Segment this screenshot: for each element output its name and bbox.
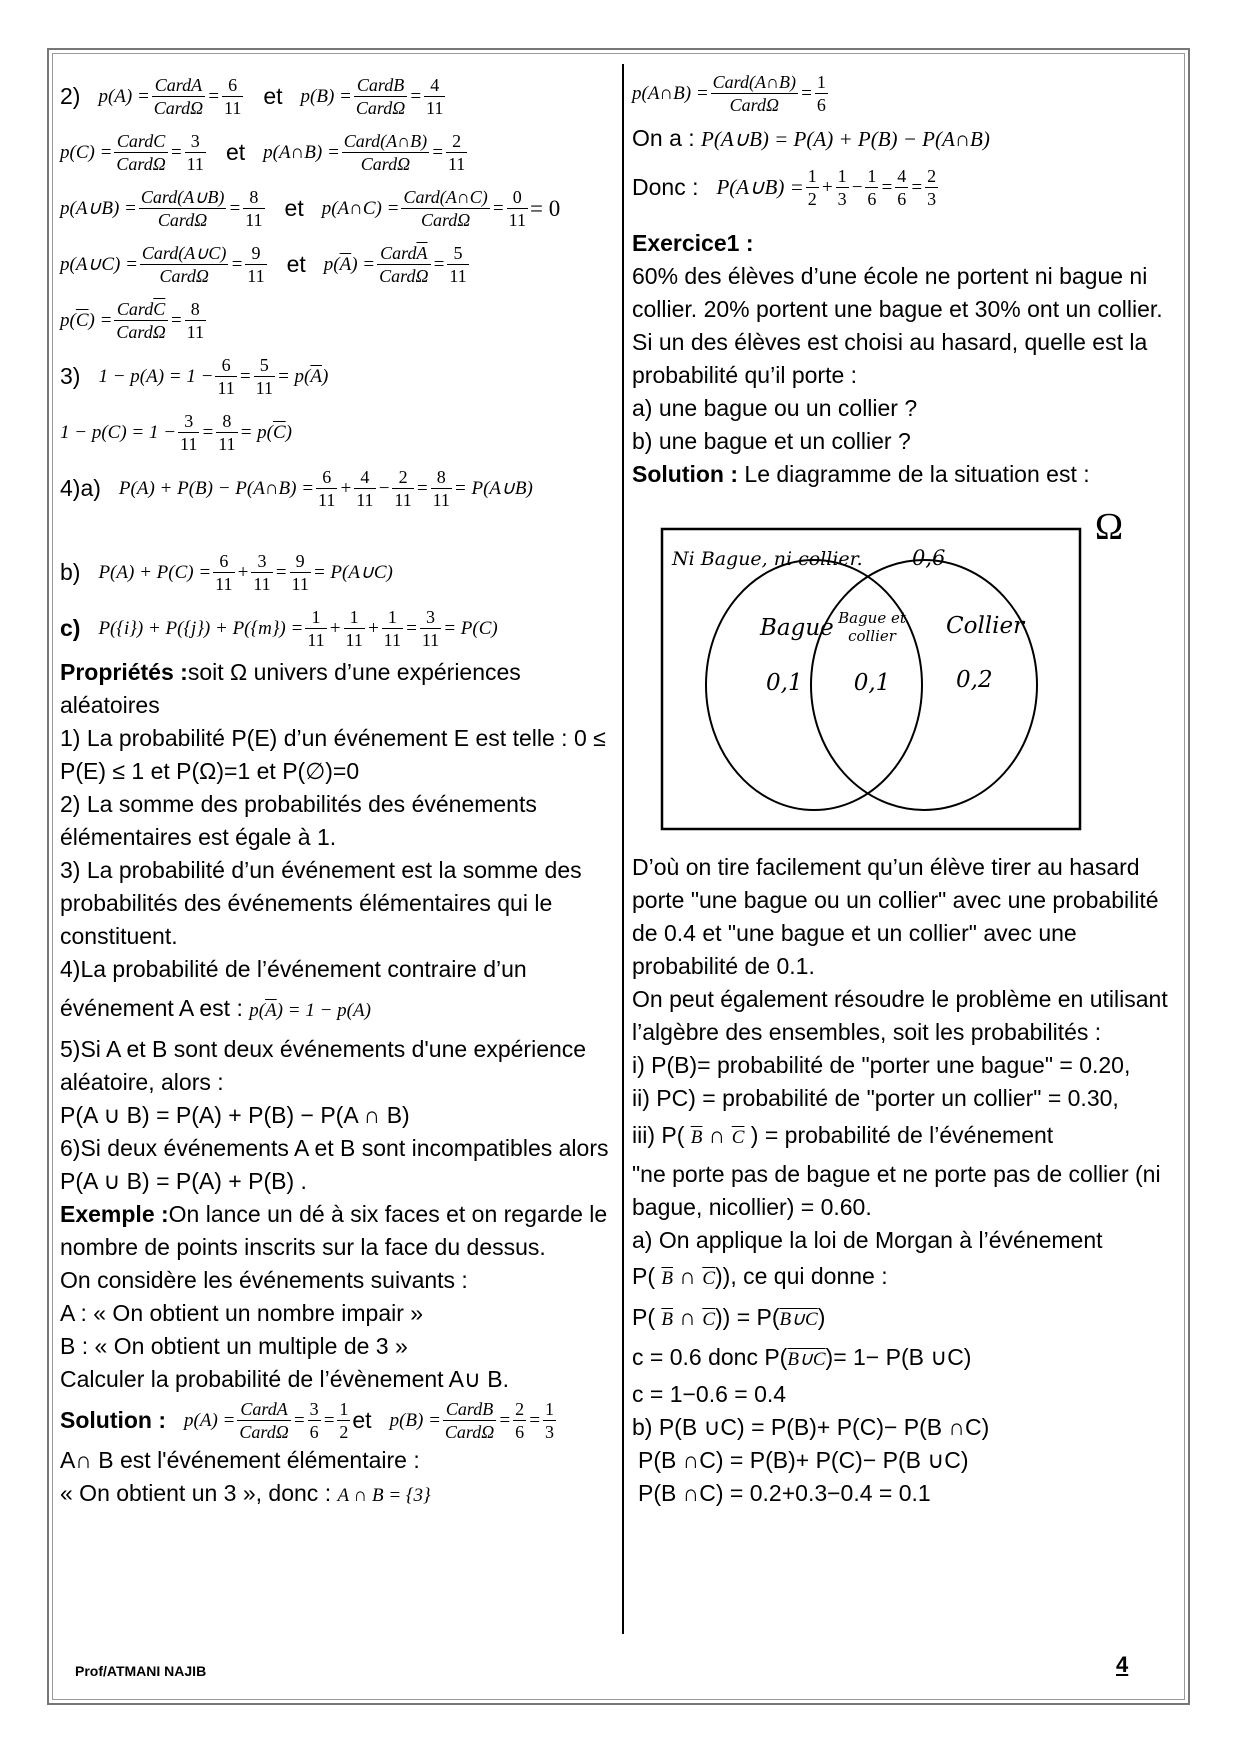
exercise-solution-intro: Solution : Le diagramme de la situation est : [632, 461, 1090, 487]
frac-cardAinterB: $\frac{\text{Card(A∩B)}}{\text{CardΩ}}$ [343, 130, 428, 174]
eq-sign: = [800, 82, 813, 104]
frac-2-3: $\frac{2}{3}$ [927, 165, 937, 209]
exercise-question-a: a) une bague ou un collier ? [632, 395, 918, 421]
frac-4-6: $\frac{4}{6}$ [897, 165, 907, 209]
eq-sign: = [274, 561, 288, 583]
frac-9-11: $\frac{9}{11}$ [291, 550, 309, 594]
pAbar-label: $p(\overline{A})$ = [323, 253, 376, 275]
eq-row-pAunionB-pAinterC [60, 180, 615, 236]
collier-label: Collier [946, 613, 1025, 639]
item-iii-continued: "ne porte pas de bague et ne porte pas de collier (ni bague, nicollier) = 0.60. [632, 1161, 1161, 1220]
frac-1-6: $\frac{1}{6}$ [816, 71, 826, 115]
eq-sign: = [415, 477, 429, 499]
ni-value: 0,6 [912, 546, 946, 570]
rb-pre: P(A) + P(C) = [98, 561, 212, 583]
eq-row-pCbar [60, 292, 615, 348]
eq-sign: = [169, 141, 183, 163]
frac-1-11: $\frac{1}{11}$ [307, 606, 325, 650]
pA-label: p(A) = [184, 1409, 236, 1431]
exercise-text: 60% des élèves d’une école ne portent ni bague ni collier. 20% portent une bague et 30% ont un collier. [632, 263, 1163, 322]
conclusion: D’où on tire facilement qu’un élève tirer au hasard porte "une bague ou un collier" avec une probabilité de 0.4 et "une bague et un collier" avec une probabilité de 0.1. [632, 854, 1159, 979]
frac-8-11: $\frac{8}{11}$ [245, 186, 263, 230]
pAunionC-label: p(A∪C) = [60, 253, 138, 275]
frac-8-11: $\frac{8}{11}$ [218, 410, 236, 454]
exercise-title: Exercice1 : [632, 230, 754, 256]
frac-5-11: $\frac{5}{11}$ [255, 354, 273, 398]
donc-pre: P(A∪B) = [716, 174, 804, 199]
eq-row-c [60, 600, 615, 656]
properties-intro: Propriétés :soit Ω univers d’une expériences aléatoires [60, 659, 521, 718]
rc-post: = P(C) [443, 617, 498, 639]
both-label-1: Bague et [838, 609, 906, 627]
right-top-formula [632, 68, 1180, 118]
property-1: 1) La probabilité P(E) d’un événement E est telle : 0 ≤ P(E) ≤ 1 et P(Ω)=1 et P(∅)=0 [60, 725, 606, 784]
morgan-line: a) On applique la loi de Morgan à l’événement [632, 1227, 1103, 1253]
footer-author: Prof/ATMANI NAJIB [75, 1663, 207, 1679]
eq-row-4a [60, 460, 615, 516]
right-column [632, 68, 1180, 1510]
label-c: c) [60, 614, 81, 641]
b-line-2: P(B ∩C) = P(B)+ P(C)− P(B ∪C) [638, 1447, 969, 1473]
frac-cardAunionB: $\frac{\text{Card(A∪B)}}{\text{CardΩ}}$ [140, 186, 225, 230]
both-label-2: collier [848, 627, 896, 645]
frac-cardA: $\frac{\text{CardA}}{\text{CardΩ}}$ [153, 74, 204, 118]
frac-6-11: $\frac{6}{11}$ [318, 466, 336, 510]
label-2: 2) [60, 82, 81, 109]
pAinterC-label: p(A∩C) = [321, 197, 400, 219]
frac-4-11: $\frac{4}{11}$ [356, 466, 374, 510]
label-b: b) [60, 558, 81, 585]
et-word: et [225, 138, 246, 165]
eq-sign: = [405, 617, 418, 639]
frac-5-11: $\frac{5}{11}$ [449, 242, 467, 286]
pA-label: p(A) = [98, 85, 150, 107]
et-word: et [352, 1406, 372, 1433]
frac-0-11: $\frac{0}{11}$ [508, 186, 526, 230]
frac-cardAunionC: $\frac{\text{Card(A∪C)}}{\text{CardΩ}}$ [141, 242, 227, 286]
union-formula-post: = P(A∪B) [453, 477, 533, 499]
frac-1-2: $\frac{1}{2}$ [339, 1398, 349, 1442]
eq-sign: = [292, 1409, 306, 1431]
plus-sign: + [366, 617, 380, 639]
item-i: i) P(B)= probabilité de "porter une bague" = 0.20, [632, 1052, 1131, 1078]
property-4-formula: événement A est : $p(\overline{A}) = 1 - p(A)$ [60, 995, 371, 1021]
label-3: 3) [60, 362, 81, 389]
pB-label: p(B) = [300, 85, 352, 107]
left-column [60, 68, 615, 1512]
frac-2-11: $\frac{2}{11}$ [394, 466, 412, 510]
eq-row-pC-pAinterB [60, 124, 615, 180]
intersection-line: A∩ B est l'événement élémentaire : [60, 1447, 420, 1473]
plus-sign: + [236, 561, 250, 583]
frac-1-3: $\frac{1}{3}$ [544, 1398, 554, 1442]
pAunionB-label: p(A∪B) = [60, 197, 137, 219]
pB-label: p(B) = [389, 1409, 441, 1431]
minus-sign: − [377, 477, 391, 499]
complement-A-post: = $p(\overline{A})$ [276, 365, 329, 387]
morgan-event: P( $\overline{B}$ ∩ $\overline{C}$)), ce qui donne : [632, 1263, 888, 1289]
solution-title: Solution : [60, 1406, 167, 1433]
c-line-2: c = 1−0.6 = 0.4 [632, 1381, 787, 1407]
pAinterB-label: p(A∩B) = [263, 141, 340, 163]
complement-C-pre: 1 − p(C) = 1 − [60, 421, 177, 443]
frac-cardAbar: $\frac{Card\overline{A}}{\text{CardΩ}}$ [379, 242, 429, 286]
et-word: et [284, 194, 304, 221]
plus-sign: + [339, 477, 353, 499]
frac-cardB: $\frac{\text{CardB}}{\text{CardΩ}}$ [355, 74, 406, 118]
eq-zero: = 0 [529, 195, 561, 221]
item-iii: iii) P( $\overline{B}$ ∩ $\overline{C}$ ) = probabilité de l’événement [632, 1122, 1054, 1148]
b-line-3: P(B ∩C) = 0.2+0.3−0.4 = 0.1 [638, 1480, 931, 1506]
frac-1-11: $\frac{1}{11}$ [383, 606, 402, 650]
property-5-formula: P(A ∪ B) = P(A) + P(B) − P(A ∩ B) [60, 1102, 410, 1128]
eq-row-3a [60, 348, 615, 404]
eq-sign: = [491, 197, 505, 219]
frac-8-11: $\frac{8}{11}$ [186, 298, 204, 342]
label-4a: 4)a) [60, 474, 101, 501]
union-formula-pre: P(A) + P(B) − P(A∩B) = [118, 477, 315, 499]
complement-C-post: = $p(\overline{C})$ [239, 421, 292, 443]
eq-sign: = [880, 176, 894, 198]
frac-cardCbar: $\frac{Card\overline{C}}{\text{CardΩ}}$ [116, 298, 166, 342]
frac-3-11: $\frac{3}{11}$ [253, 550, 271, 594]
bague-label: Bague [760, 615, 834, 641]
eq-row-pA-pB [60, 68, 615, 124]
eq-sign: = [409, 85, 423, 107]
set-algebra-intro: On peut également résoudre le problème en utilisant l’algèbre des ensembles, soit les probabilités : [632, 986, 1168, 1045]
eq-sign: = [322, 1409, 336, 1431]
property-6: 6)Si deux événements A et B sont incompatibles alors P(A ∪ B) = P(A) + P(B) . [60, 1135, 609, 1194]
pAinterB-label: p(A∩B) = [632, 82, 709, 104]
donc-label: Donc : [632, 173, 699, 200]
example-question: Calculer la probabilité de l’évènement A∪ B. [60, 1366, 509, 1392]
morgan-result: P( $\overline{B}$ ∩ $\overline{C}$)) = P(B∪C) [632, 1304, 826, 1330]
frac-6-11: $\frac{6}{11}$ [223, 74, 242, 118]
eq-sign: = [228, 197, 242, 219]
eq-sign: = [528, 1409, 541, 1431]
omega-label: Ω [1094, 506, 1124, 548]
bague-value: 0,1 [766, 670, 803, 696]
frac-cardA: $\frac{\text{CardA}}{\text{CardΩ}}$ [239, 1398, 289, 1442]
frac-1-3: $\frac{1}{3}$ [837, 165, 847, 209]
example-text: Exemple :On lance un dé à six faces et on regarde le nombre de points inscrits sur la face du dessus. [60, 1201, 608, 1260]
frac-cardAinterC: $\frac{\text{Card(A∩C)}}{\text{CardΩ}}$ [403, 186, 488, 230]
frac-1-2: $\frac{1}{2}$ [807, 165, 817, 209]
et-word: et [263, 82, 283, 109]
eq-row-3b [60, 404, 615, 460]
eq-sign: = [498, 1409, 512, 1431]
example-solution [60, 1396, 615, 1444]
venn-diagram [654, 505, 1154, 835]
eq-sign: = [431, 141, 444, 163]
frac-1-6: $\frac{1}{6}$ [867, 165, 877, 209]
both-value: 0,1 [853, 670, 891, 696]
eq-sign: = [910, 176, 924, 198]
intersection-question: « On obtient un 3 », donc : A ∩ B = {3} [60, 1480, 431, 1506]
exercise-question-b: b) une bague et un collier ? [632, 428, 911, 454]
page-number: 4 [1116, 1652, 1129, 1677]
event-B: B : « On obtient un multiple de 3 » [60, 1333, 408, 1359]
collier-circle [811, 560, 1037, 810]
exercise-question: Si un des élèves est choisi au hasard, quelle est la probabilité qu’il porte : [632, 329, 1148, 388]
pC-label: p(C) = [60, 141, 113, 163]
b-line-1: b) P(B ∪C) = P(B)+ P(C)− P(B ∩C) [632, 1414, 990, 1440]
rc-pre: P({i}) + P({j}) + P({m}) = [98, 617, 304, 639]
donc-line [632, 159, 1180, 215]
frac-9-11: $\frac{9}{11}$ [247, 242, 265, 286]
frac-2-11: $\frac{2}{11}$ [447, 130, 466, 174]
plus-sign: + [820, 176, 834, 198]
frac-3-6: $\frac{3}{6}$ [309, 1398, 319, 1442]
frac-2-6: $\frac{2}{6}$ [515, 1398, 525, 1442]
complement-A-pre: 1 − p(A) = 1 − [98, 365, 214, 387]
frac-cardB: $\frac{\text{CardB}}{\text{CardΩ}}$ [444, 1398, 495, 1442]
eq-row-b [60, 544, 615, 600]
frac-cardC: $\frac{\text{CardC}}{\text{CardΩ}}$ [116, 130, 166, 174]
frac-3-11: $\frac{3}{11}$ [421, 606, 440, 650]
event-A: A : « On obtient un nombre impair » [60, 1300, 424, 1326]
frac-8-11: $\frac{8}{11}$ [432, 466, 450, 510]
frac-6-11: $\frac{6}{11}$ [217, 354, 235, 398]
pCbar-label: $p(\overline{C})$ = [60, 309, 113, 331]
plus-sign: + [328, 617, 342, 639]
on-a-line: On a : P(A∪B) = P(A) + P(B) − P(A∩B) [632, 125, 990, 151]
minus-sign: − [850, 176, 864, 198]
property-2: 2) La somme des probabilités des événements élémentaires est égale à 1. [60, 791, 537, 850]
eq-sign: = [432, 253, 446, 275]
column-divider [622, 64, 624, 1634]
frac-6-11: $\frac{6}{11}$ [215, 550, 233, 594]
frac-4-11: $\frac{4}{11}$ [426, 74, 444, 118]
eq-sign: = [238, 365, 252, 387]
example-considered: On considère les événements suivants : [60, 1267, 468, 1293]
frac-3-11: $\frac{3}{11}$ [180, 410, 198, 454]
rb-post: = P(A∪C) [312, 561, 393, 583]
eq-sign: = [207, 85, 220, 107]
property-3: 3) La probabilité d’un événement est la somme des probabilités des événements élémentaires qui le constituent. [60, 857, 582, 949]
c-line-1: c = 0.6 donc P(B∪C)= 1− P(B ∪C) [632, 1344, 972, 1370]
collier-value: 0,2 [956, 667, 993, 693]
item-ii: ii) PC) = probabilité de "porter un collier" = 0.30, [632, 1085, 1119, 1111]
frac-3-11: $\frac{3}{11}$ [186, 130, 204, 174]
frac-card-AinterB: $\frac{\text{Card(A∩B)}}{\text{CardΩ}}$ [712, 71, 796, 115]
eq-sign: = [230, 253, 244, 275]
ni-label: Ni Bague, ni collier. [672, 548, 863, 570]
property-4: 4)La probabilité de l’événement contraire d’un [60, 956, 527, 982]
eq-sign: = [201, 421, 215, 443]
frac-1-11: $\frac{1}{11}$ [345, 606, 363, 650]
property-5: 5)Si A et B sont deux événements d'une expérience aléatoire, alors : [60, 1036, 587, 1095]
eq-row-pAunionC-pAbar [60, 236, 615, 292]
et-word: et [286, 250, 306, 277]
eq-sign: = [169, 309, 183, 331]
